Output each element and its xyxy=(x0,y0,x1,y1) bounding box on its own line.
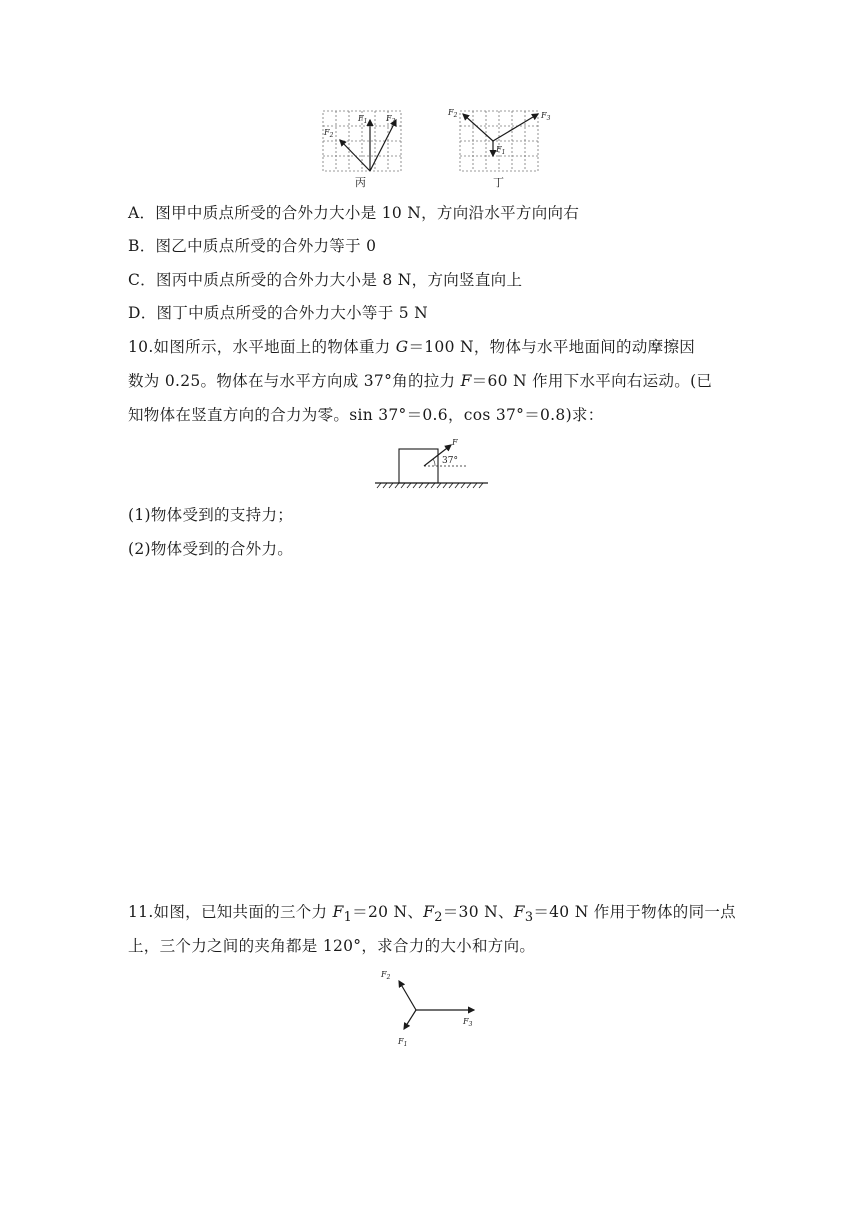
figure-caption: 丙 xyxy=(355,176,366,189)
f3-label: F xyxy=(463,1017,469,1026)
f1-label: F xyxy=(496,145,502,154)
figure-ding xyxy=(444,104,556,190)
svg-text:F3: $F_3$ xyxy=(463,1017,473,1028)
f3-arrow xyxy=(493,114,538,141)
svg-text:F3: $F_3$ xyxy=(386,114,396,125)
question-10-line-3: 知物体在竖直方向的合力为零。sin 37°＝0.6，cos 37°＝0.8)求： xyxy=(128,406,604,424)
svg-text:F1: $F_1$ xyxy=(358,114,368,125)
option-d: D．图丁中质点所受的合外力大小等于 5 N xyxy=(128,304,429,322)
figure-caption: 丁 xyxy=(493,176,504,189)
angle-arc xyxy=(433,459,435,466)
question-10-line-2: 数为 0.25。物体在与水平方向成 37°角的拉力 F＝60 N 作用下水平向右运动。(已 xyxy=(128,372,713,390)
figure-q11-forces xyxy=(378,962,484,1052)
f2-arrow xyxy=(463,114,493,141)
option-a: A．图甲中质点所受的合外力大小是 10 N，方向沿水平方向向右 xyxy=(128,204,580,222)
svg-text:F2: $F_2$ xyxy=(324,128,334,139)
svg-text:F1: $F_1$ xyxy=(496,145,506,156)
ground-hatch xyxy=(377,483,483,488)
f3-arrow xyxy=(370,120,396,171)
question-11-line-1: 11.如图，已知共面的三个力 $F_1=20$ N、$F_2=30$ N、$F_3=40$ N 作用于物体的同一点 xyxy=(128,903,736,926)
question-10-sub-1: (1)物体受到的支持力； xyxy=(128,506,294,524)
figure-bing xyxy=(320,108,406,190)
question-10-sub-2: (2)物体受到的合外力。 xyxy=(128,540,294,558)
f3-label: F xyxy=(386,114,392,123)
force-f-label: F xyxy=(452,438,458,447)
f1-label: F xyxy=(358,114,364,123)
grid xyxy=(460,111,538,171)
f2-label: F xyxy=(448,108,454,117)
figure-q10-block xyxy=(372,432,490,492)
option-b: B．图乙中质点所受的合外力等于 0 xyxy=(128,237,377,255)
option-c: C．图丙中质点所受的合外力大小是 8 N，方向竖直向上 xyxy=(128,271,523,289)
f1-label: F xyxy=(398,1037,404,1046)
f2-label: F xyxy=(381,970,387,979)
f2-arrow xyxy=(399,981,416,1010)
svg-text:F2: $F_2$ xyxy=(381,970,391,981)
svg-text:F1: $F_1$ xyxy=(398,1037,408,1048)
f3-label: F xyxy=(541,111,547,120)
angle-label: 37° xyxy=(442,456,458,466)
f1-arrow xyxy=(404,1010,416,1029)
question-10-line-1: 10.如图所示，水平地面上的物体重力 G＝100 N，物体与水平地面间的动摩擦因 xyxy=(128,338,696,356)
f2-label: F xyxy=(324,128,330,137)
svg-text:F3: $F_3$ xyxy=(541,111,551,122)
f2-arrow xyxy=(340,140,370,171)
svg-text:F2: $F_2$ xyxy=(448,108,458,119)
question-11-line-2: 上，三个力之间的夹角都是 120°，求合力的大小和方向。 xyxy=(128,937,536,955)
